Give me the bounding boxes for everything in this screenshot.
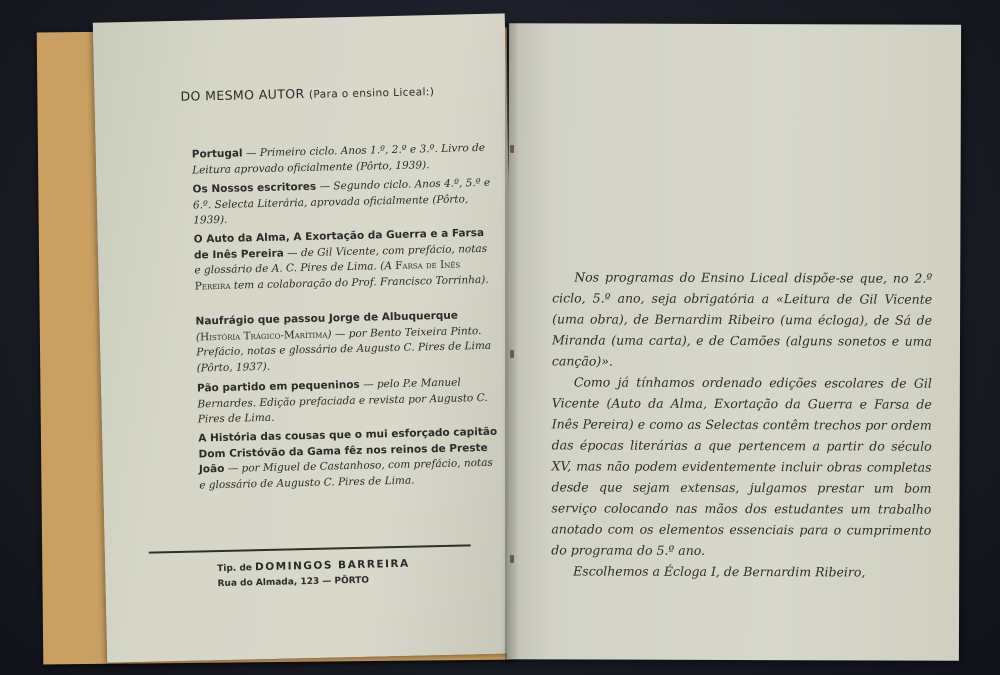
- entry-title: A História das cousas que o mui esforçado capitão Dom Cristóvão da Gama fêz nos reinos de Preste João: [198, 425, 498, 476]
- entry-smallcaps: História Trágico-Marítima: [199, 328, 328, 343]
- entry-title: Os Nossos escritores: [192, 180, 317, 196]
- binding-stitch: [510, 555, 514, 563]
- printer-prefix: Tip. de: [217, 563, 253, 575]
- printer-imprint: [217, 555, 468, 592]
- paragraph: Como já tínhamos ordenado edições escolares de Gil Vicente (Auto da Alma, Exortação da Guerra e Farsa de Inês Pereira) e como as Selectas contêm trechos por ordem das épocas literárias a que pertencem a partir do século XV, mas não podem evidentemente incluir obras completas desde que sejam extensas, julgamos prestar um bom serviço colocando nas mãos dos estudantes um trabalho anotado com os elementos essenciais para o cumprimento do programa do 5.º ano.: [551, 374, 932, 558]
- printer-name: DOMINGOS BARREIRA: [254, 557, 410, 574]
- entry-text: — de Gil Vicente, com prefácio, notas e glossário de A. C. Pires de Lima. (A: [194, 242, 488, 277]
- book-entry: [195, 308, 496, 377]
- heading-title: DO MESMO AUTOR: [180, 85, 305, 104]
- right-page: [507, 23, 961, 661]
- heading-note: (Para o ensino Liceal:): [308, 86, 435, 101]
- entry-text-pre: (: [195, 330, 201, 343]
- entry-text-2: tem a colaboração do Prof. Francisco Torrinha).: [230, 273, 489, 292]
- book-entry: [198, 425, 499, 494]
- entry-text: — pelo P.e Manuel Bernardes. Edição prefaciada e revista por Augusto C. Pires de Lima.: [197, 376, 488, 426]
- entry-text: — por Miguel de Castanhoso, com prefácio, notas e glossário de Augusto C. Pires de Lima.: [199, 456, 493, 491]
- paragraph: Nos programas do Ensino Liceal dispõe-se que, no 2.º ciclo, 5.º ano, seja obrigatória a «Leitura de Gil Vicente (uma obra), de Bernardim Ribeiro (uma écloga), de Sá de Miranda (uma carta), e de Camões (alguns sonetos e uma canção)».: [551, 269, 933, 369]
- binding-stitch: [510, 145, 514, 153]
- entry-title: Portugal: [191, 147, 243, 161]
- entry-title: O Auto da Alma, A Exortação da Guerra e a Farsa de Inês Pereira: [193, 226, 485, 262]
- book-entry: [192, 176, 493, 229]
- preface-text: [551, 266, 932, 582]
- book-entry: [197, 375, 498, 428]
- left-page: [93, 13, 519, 662]
- paragraph: Escolhemos a Écloga I, de Bernardim Ribeiro,: [573, 563, 866, 580]
- entry-text: — Primeiro ciclo. Anos 1.º, 2.º e 3.º. Livro de Leitura aprovado oficialmente (Pôrto, 1939).: [192, 141, 486, 177]
- entry-smallcaps: Farsa de Inês Pereira: [194, 258, 461, 293]
- entry-title: Naufrágio que passou Jorge de Albuquerque: [195, 309, 459, 328]
- entry-text: — Segundo ciclo. Anos 4.º, 5.º e 6.º. Selecta Literária, aprovada oficialmente (Pôrto, 1939).: [192, 176, 491, 227]
- book-entry: [194, 226, 495, 295]
- printer-address: Rua do Almada, 123 — PÔRTO: [217, 575, 370, 590]
- book-gutter: [505, 22, 519, 662]
- entry-text: ) — por Bento Teixeira Pinto. Prefácio, notas e glossário de Augusto C. Pires de Lima (Pôrto, 1937).: [196, 324, 492, 374]
- entry-title: Pão partido em pequeninos: [196, 378, 360, 395]
- binding-stitch: [510, 350, 514, 358]
- page-heading: [180, 83, 434, 104]
- divider-rule: [149, 544, 471, 553]
- book-entry: [192, 141, 493, 179]
